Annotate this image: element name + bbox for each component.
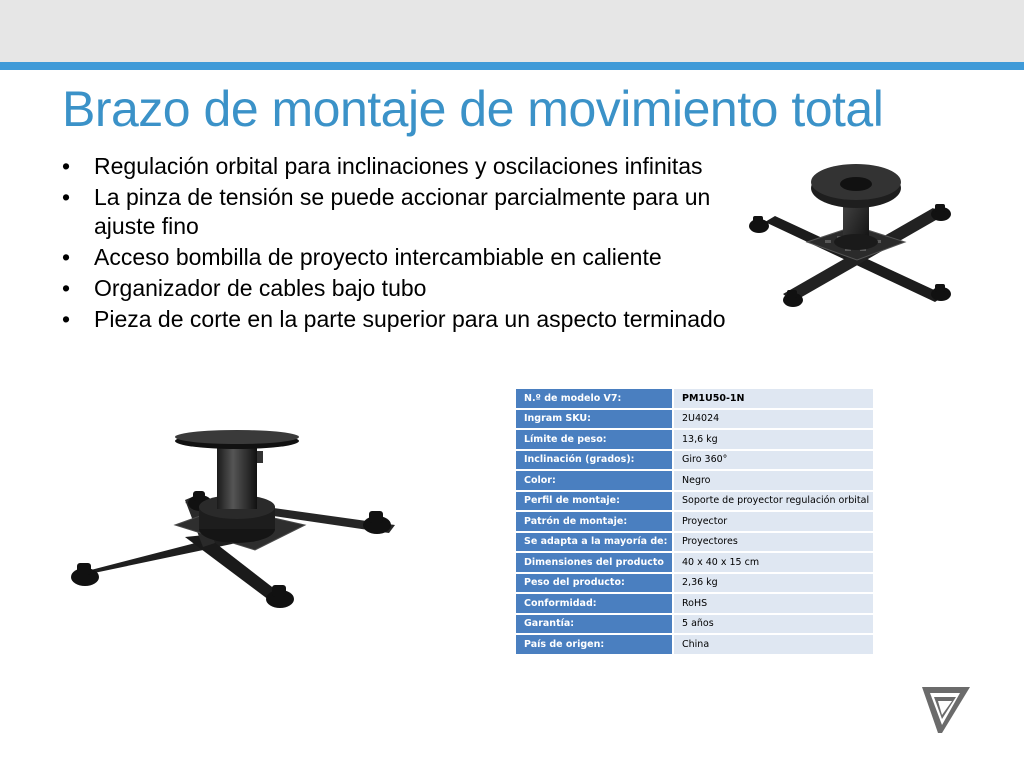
spec-label: Perfil de montaje: [516, 492, 674, 511]
v7-logo-icon [920, 685, 972, 735]
spec-label: Patrón de montaje: [516, 512, 674, 531]
feature-text: Regulación orbital para inclinaciones y oscilaciones infinitas [94, 153, 703, 179]
feature-item [62, 183, 752, 241]
feature-text: La pinza de tensión se puede accionar parcialmente para un ajuste fino [94, 184, 711, 239]
spec-label: Dimensiones del producto [516, 553, 674, 572]
bullet-symbol: • [62, 184, 71, 210]
spec-value: Negro [674, 471, 873, 490]
spec-label: N.º de modelo V7: [516, 389, 674, 408]
table-row [516, 635, 873, 654]
spec-value: RoHS [674, 594, 873, 613]
projector-mount-side-image [65, 425, 400, 625]
table-row [516, 574, 873, 593]
table-row [516, 492, 873, 511]
spec-value: China [674, 635, 873, 654]
spec-label: Inclinación (grados): [516, 451, 674, 470]
table-row [516, 512, 873, 531]
projector-mount-top-image [745, 160, 960, 315]
table-row [516, 553, 873, 572]
spec-value: 2,36 kg [674, 574, 873, 593]
table-row [516, 451, 873, 470]
header-band [0, 0, 1024, 62]
spec-value: 5 años [674, 615, 873, 634]
feature-item [62, 243, 752, 272]
feature-text: Organizador de cables bajo tubo [94, 275, 427, 301]
spec-value: Soporte de proyector regulación orbital [674, 492, 873, 511]
spec-value: Proyector [674, 512, 873, 531]
spec-label: Garantía: [516, 615, 674, 634]
slide-title: Brazo de montaje de movimiento total [62, 81, 884, 137]
table-row [516, 430, 873, 449]
table-row [516, 533, 873, 552]
table-row [516, 594, 873, 613]
spec-value: PM1U50-1N [674, 389, 873, 408]
feature-text: Pieza de corte en la parte superior para un aspecto terminado [94, 306, 726, 332]
table-row [516, 471, 873, 490]
spec-value: 2U4024 [674, 410, 873, 429]
table-row [516, 615, 873, 634]
bullet-symbol: • [62, 275, 71, 301]
spec-label: Color: [516, 471, 674, 490]
feature-item [62, 305, 752, 334]
feature-item [62, 152, 752, 181]
spec-value: Giro 360° [674, 451, 873, 470]
feature-item [62, 274, 752, 303]
specs-table [516, 387, 873, 656]
bullet-symbol: • [62, 244, 71, 270]
spec-label: Límite de peso: [516, 430, 674, 449]
spec-label: Peso del producto: [516, 574, 674, 593]
bullet-symbol: • [62, 306, 71, 332]
spec-label: País de origen: [516, 635, 674, 654]
spec-value: 13,6 kg [674, 430, 873, 449]
header-accent-rule [0, 62, 1024, 70]
table-row [516, 410, 873, 429]
spec-label: Ingram SKU: [516, 410, 674, 429]
spec-value: 40 x 40 x 15 cm [674, 553, 873, 572]
feature-text: Acceso bombilla de proyecto intercambiable en caliente [94, 244, 662, 270]
spec-value: Proyectores [674, 533, 873, 552]
spec-label: Se adapta a la mayoría de: [516, 533, 674, 552]
spec-label: Conformidad: [516, 594, 674, 613]
feature-list [62, 152, 752, 336]
bullet-symbol: • [62, 153, 71, 179]
table-row [516, 389, 873, 408]
